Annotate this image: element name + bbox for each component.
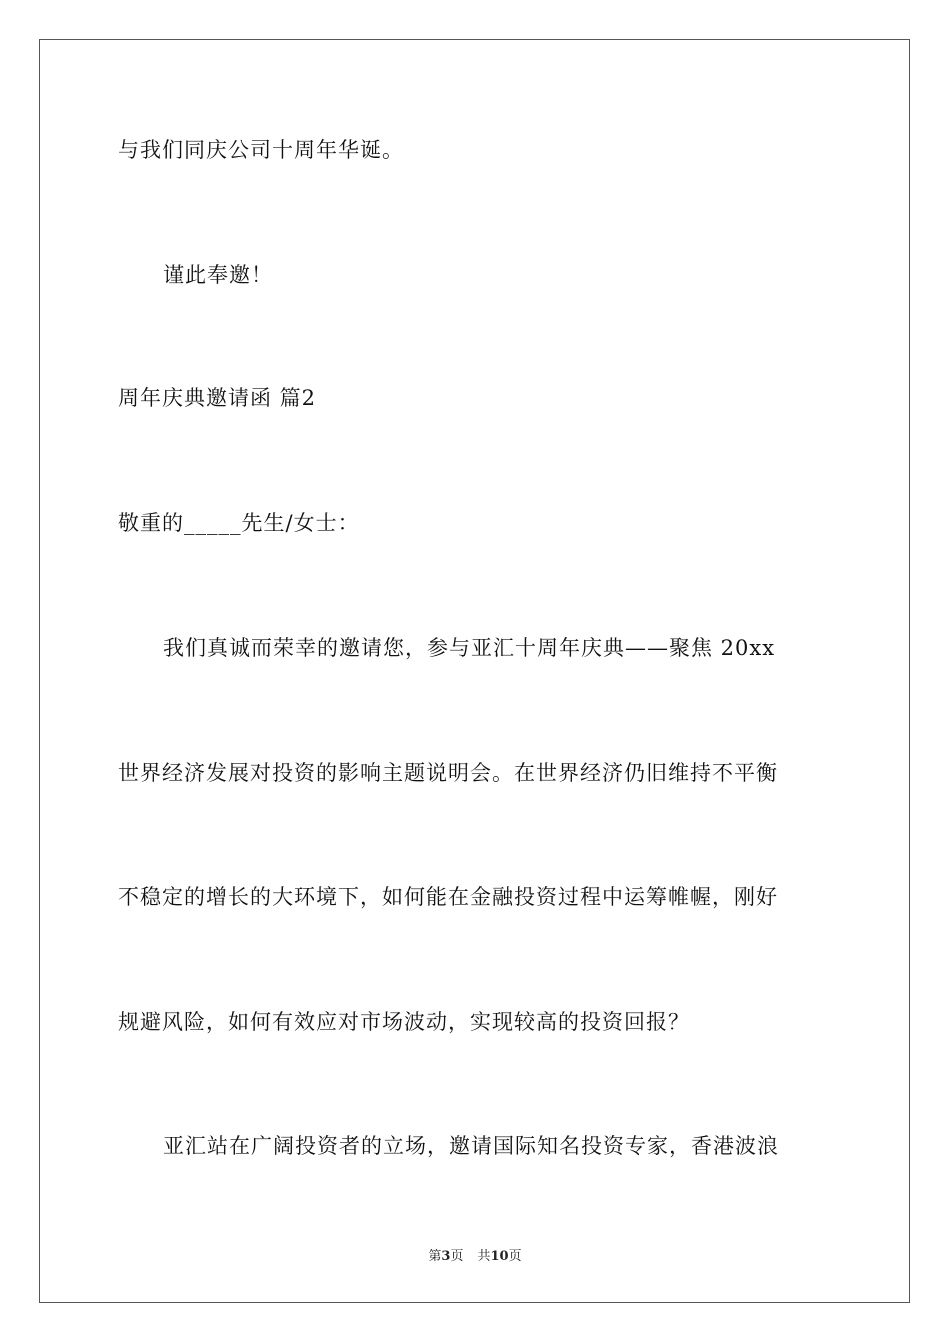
total-pages: 10 xyxy=(490,1249,509,1264)
paragraph-line-3: 世界经济发展对投资的影响主题说明会。在世界经济仍旧维持不平衡 xyxy=(118,761,778,785)
total-suffix: 页 xyxy=(508,1249,522,1264)
section-heading: 周年庆典邀请函 篇2 xyxy=(118,386,317,410)
salutation-line: 敬重的_____先生/女士： xyxy=(118,511,360,535)
paragraph-line-1: 与我们同庆公司十周年华诞。 xyxy=(118,138,404,162)
page-border xyxy=(39,39,910,1303)
page-prefix: 第 xyxy=(428,1249,442,1264)
page-number: 3 xyxy=(441,1249,451,1264)
closing-line: 谨此奉邀！ xyxy=(163,263,273,287)
paragraph-line-4: 不稳定的增长的大环境下，如何能在金融投资过程中运筹帷幄，刚好 xyxy=(118,885,778,909)
paragraph-line-6: 亚汇站在广阔投资者的立场，邀请国际知名投资专家，香港波浪 xyxy=(163,1134,779,1158)
paragraph-line-2: 我们真诚而荣幸的邀请您，参与亚汇十周年庆典——聚焦 20xx xyxy=(163,636,776,660)
page-footer xyxy=(0,1248,950,1266)
page-suffix: 页 xyxy=(450,1249,464,1264)
total-prefix: 共 xyxy=(477,1249,491,1264)
paragraph-line-5: 规避风险，如何有效应对市场波动，实现较高的投资回报？ xyxy=(118,1010,690,1034)
